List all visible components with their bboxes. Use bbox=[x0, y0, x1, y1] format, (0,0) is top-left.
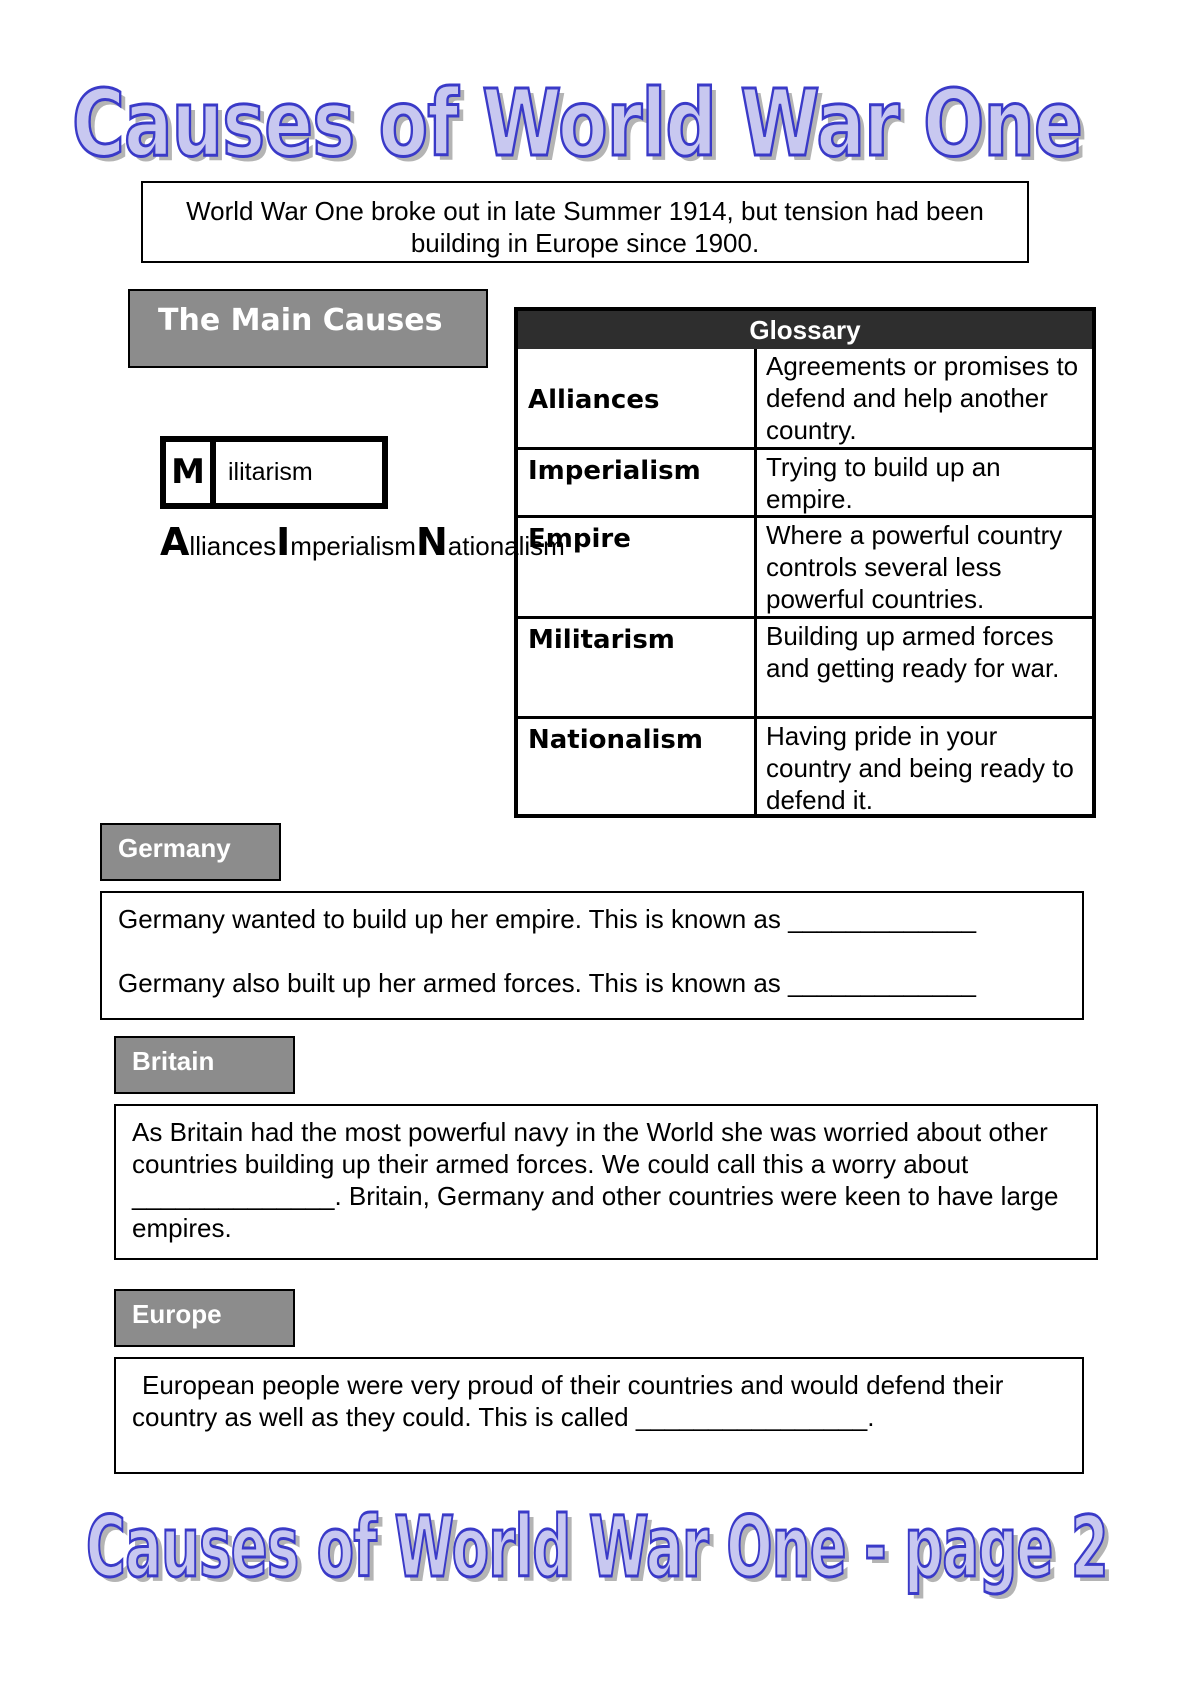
mnemonic-box bbox=[160, 436, 388, 509]
mnemonic-line bbox=[160, 520, 565, 564]
britain-text: As Britain had the most powerful navy in the World she was worried about other countries building up their armed forces. We could call this a worry about ______________. Britain, Germany and other countries were keen to have large empires. bbox=[132, 1117, 1059, 1243]
page-title-text: Causes of World War One bbox=[72, 70, 1082, 177]
page-2-title-text: Causes of World War One - page 2 bbox=[86, 1498, 1108, 1596]
mnemonic-m-rest: ilitarism bbox=[228, 458, 313, 486]
mnemonic-i-rest: mperialism bbox=[290, 531, 416, 561]
mnemonic-i-letter: I bbox=[276, 520, 291, 564]
germany-line-2: Germany also built up her armed forces. This is known as _____________ bbox=[118, 968, 977, 998]
glossary-row bbox=[518, 616, 1092, 719]
europe-textbox bbox=[114, 1357, 1084, 1474]
intro-text: World War One broke out in late Summer 1914, but tension had been building in Europe since 1900. bbox=[186, 196, 984, 258]
glossary-definition: Where a powerful country controls several less powerful countries. bbox=[766, 520, 1063, 614]
glossary-definition: Building up armed forces and getting ready for war. bbox=[766, 621, 1060, 683]
glossary-term: Empire bbox=[528, 524, 631, 554]
intro-box bbox=[141, 181, 1029, 263]
europe-text: European people were very proud of their countries and would defend their country as well as they could. This is called ________________. bbox=[132, 1370, 1004, 1432]
glossary-heading: Glossary bbox=[518, 311, 1092, 349]
glossary-row bbox=[518, 716, 1092, 821]
page-title-shadow: Causes of World War One bbox=[77, 75, 1087, 182]
glossary-term: Alliances bbox=[528, 385, 660, 415]
page-title bbox=[60, 60, 1120, 180]
glossary-term: Nationalism bbox=[528, 725, 703, 755]
mnemonic-a-rest: lliances bbox=[189, 531, 277, 561]
glossary-row bbox=[518, 349, 1092, 447]
page-2-title bbox=[80, 1495, 1140, 1605]
mnemonic-n-rest: ationalism bbox=[447, 531, 565, 561]
main-causes-text: The Main Causes bbox=[158, 303, 443, 338]
germany-textbox bbox=[100, 891, 1084, 1020]
glossary-row bbox=[518, 515, 1092, 619]
main-causes-label bbox=[128, 289, 488, 368]
mnemonic-m-letter: M bbox=[166, 442, 216, 503]
germany-label-text: Germany bbox=[118, 833, 231, 863]
mnemonic-a-letter: A bbox=[160, 520, 190, 564]
germany-label bbox=[100, 823, 281, 881]
page-2-title-shadow: Causes of World War One - page 2 bbox=[91, 1503, 1113, 1601]
mnemonic-n-letter: N bbox=[415, 520, 448, 564]
glossary-table bbox=[514, 307, 1096, 818]
britain-textbox bbox=[114, 1104, 1098, 1260]
glossary-definition: Agreements or promises to defend and help another country. bbox=[766, 351, 1079, 445]
europe-label bbox=[114, 1289, 295, 1347]
glossary-definition: Trying to build up an empire. bbox=[766, 452, 1001, 514]
glossary-definition: Having pride in your country and being ready to defend it. bbox=[766, 721, 1074, 815]
britain-label-text: Britain bbox=[132, 1046, 215, 1076]
germany-line-1: Germany wanted to build up her empire. This is known as _____________ bbox=[118, 904, 977, 934]
glossary-row bbox=[518, 447, 1092, 518]
europe-label-text: Europe bbox=[132, 1299, 222, 1329]
glossary-term: Militarism bbox=[528, 625, 675, 655]
glossary-term: Imperialism bbox=[528, 456, 701, 486]
britain-label bbox=[114, 1036, 295, 1094]
